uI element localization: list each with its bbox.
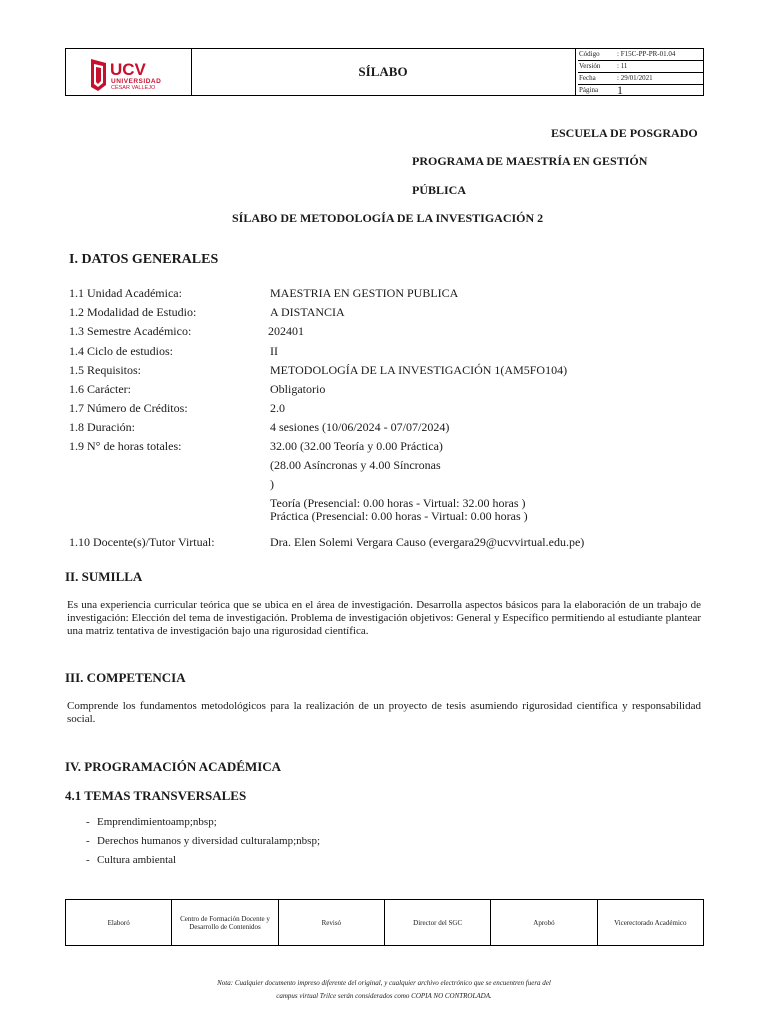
section-programacion-title: IV. PROGRAMACIÓN ACADÉMICA — [65, 759, 282, 774]
meta-row — [578, 73, 704, 85]
ucv-shield-icon — [91, 59, 106, 91]
field-value: II — [270, 344, 278, 358]
meta-key: Página — [579, 86, 599, 94]
hours-practice: Práctica (Presencial: 0.00 horas - Virtual: 0.00 horas ) — [270, 509, 528, 523]
field-value: 32.00 (32.00 Teoría y 0.00 Práctica) — [270, 439, 443, 453]
list-item-text: Emprendimientoamp;nbsp; — [97, 816, 217, 828]
list-item — [86, 835, 320, 854]
field-value: METODOLOGÍA DE LA INVESTIGACIÓN 1(AM5FO104) — [270, 363, 568, 377]
hours-extra-close: ) — [270, 477, 274, 491]
field-value: 202401 — [268, 324, 304, 338]
field-value: Obligatorio — [270, 382, 326, 396]
logo-sub1: UNIVERSIDAD — [111, 78, 162, 85]
document-header — [65, 48, 704, 96]
footer-cell: Director del SGC — [385, 900, 491, 945]
field-label: 1.7 Número de Créditos: — [69, 401, 188, 415]
list-item-text: Derechos humanos y diversidad culturalamp;nbsp; — [97, 835, 321, 847]
footer-note — [150, 977, 618, 1003]
meta-value: : 11 — [617, 62, 628, 70]
bullet-marker: - — [86, 854, 90, 866]
list-item — [86, 816, 320, 835]
field-value: A DISTANCIA — [270, 305, 345, 319]
footer-cell: Revisó — [279, 900, 385, 945]
approval-footer — [65, 899, 704, 946]
field-label: 1.8 Duración: — [69, 420, 135, 434]
course-title: SÍLABO DE METODOLOGÍA DE LA INVESTIGACIÓN 2 — [232, 211, 544, 225]
footer-note-line-1: Nota: Cualquier documento impreso diferente del original, y cualquier archivo electrónico que se encuentren fuera del — [217, 979, 551, 987]
section-general-data-title: I. DATOS GENERALES — [69, 252, 219, 267]
field-value: 4 sesiones (10/06/2024 - 07/07/2024) — [270, 420, 450, 434]
header-meta — [578, 49, 704, 95]
logo-cell — [66, 49, 192, 95]
footer-cell: Elaboró — [66, 900, 172, 945]
footer-note-line-2: campus virtual Trilce serán considerados como COPIA NO CONTROLADA. — [276, 992, 492, 1000]
bullet-marker: - — [86, 816, 90, 828]
meta-row — [578, 85, 704, 96]
section-sumilla-title: II. SUMILLA — [65, 569, 143, 584]
hours-extra: (28.00 Asíncronas y 4.00 Síncronas — [270, 458, 441, 472]
bullet-marker: - — [86, 835, 90, 847]
school-name: ESCUELA DE POSGRADO — [551, 126, 698, 140]
transversal-topics-list — [86, 816, 320, 873]
field-label: 1.9 N° de horas totales: — [69, 439, 182, 453]
logo-text: UCV — [110, 60, 146, 79]
logo-sub2: CÉSAR VALLEJO — [111, 85, 156, 91]
meta-row — [578, 61, 704, 73]
field-label: 1.6 Carácter: — [69, 382, 131, 396]
list-item-text: Cultura ambiental — [97, 854, 177, 866]
field-value: MAESTRIA EN GESTION PUBLICA — [270, 286, 459, 300]
field-label: 1.3 Semestre Académico: — [69, 324, 192, 338]
section-transversal-title: 4.1 TEMAS TRANSVERSALES — [65, 788, 247, 803]
program-line-2: PÚBLICA — [412, 183, 467, 197]
meta-key: Fecha — [579, 74, 596, 82]
list-item — [86, 854, 320, 873]
meta-value: : 29/01/2021 — [617, 74, 653, 82]
competencia-text: Comprende los fundamentos metodológicos para la realización de un proyecto de tesis asumiendo rigurosidad científica y responsabilidad social. — [67, 700, 701, 725]
hours-theory: Teoría (Presencial: 0.00 horas - Virtual: 32.00 horas ) — [270, 496, 526, 510]
ucv-logo — [66, 49, 191, 95]
teacher-label: 1.10 Docente(s)/Tutor Virtual: — [69, 535, 215, 549]
program-line-1: PROGRAMA DE MAESTRÍA EN GESTIÓN — [412, 154, 648, 168]
field-value: 2.0 — [270, 401, 285, 415]
field-label: 1.2 Modalidad de Estudio: — [69, 305, 197, 319]
footer-cell: Vicerectorado Académico — [614, 918, 687, 927]
field-label: 1.4 Ciclo de estudios: — [69, 344, 173, 358]
field-label: 1.5 Requisitos: — [69, 363, 142, 377]
section-competencia-title: III. COMPETENCIA — [65, 670, 186, 685]
meta-row — [578, 49, 704, 61]
meta-value: : F15C-PP-PR-01.04 — [617, 50, 676, 58]
teacher-value: Dra. Elen Solemi Vergara Causo (evergara29@ucvvirtual.edu.pe) — [270, 535, 585, 549]
meta-key: Código — [579, 50, 600, 58]
sumilla-text: Es una experiencia curricular teórica que se ubica en el área de investigación. Desarrolla aspectos básicos para la elaboración de un trabajo de investigación: Elección del tema de investigación. Problema de investigación objetivos: General y Específico permitiendo al estudiante plantear una matriz tentativa de investigación bajo una rigurosidad científica. — [67, 599, 701, 637]
document-title: SÍLABO — [191, 49, 576, 95]
field-label: 1.1 Unidad Académica: — [69, 286, 182, 300]
page-number: 1 — [617, 83, 623, 97]
footer-cell: Centro de Formación Docente y Desarrollo de Contenidos — [172, 900, 278, 945]
meta-key: Versión — [579, 62, 601, 70]
footer-cell: Aprobó — [491, 900, 597, 945]
